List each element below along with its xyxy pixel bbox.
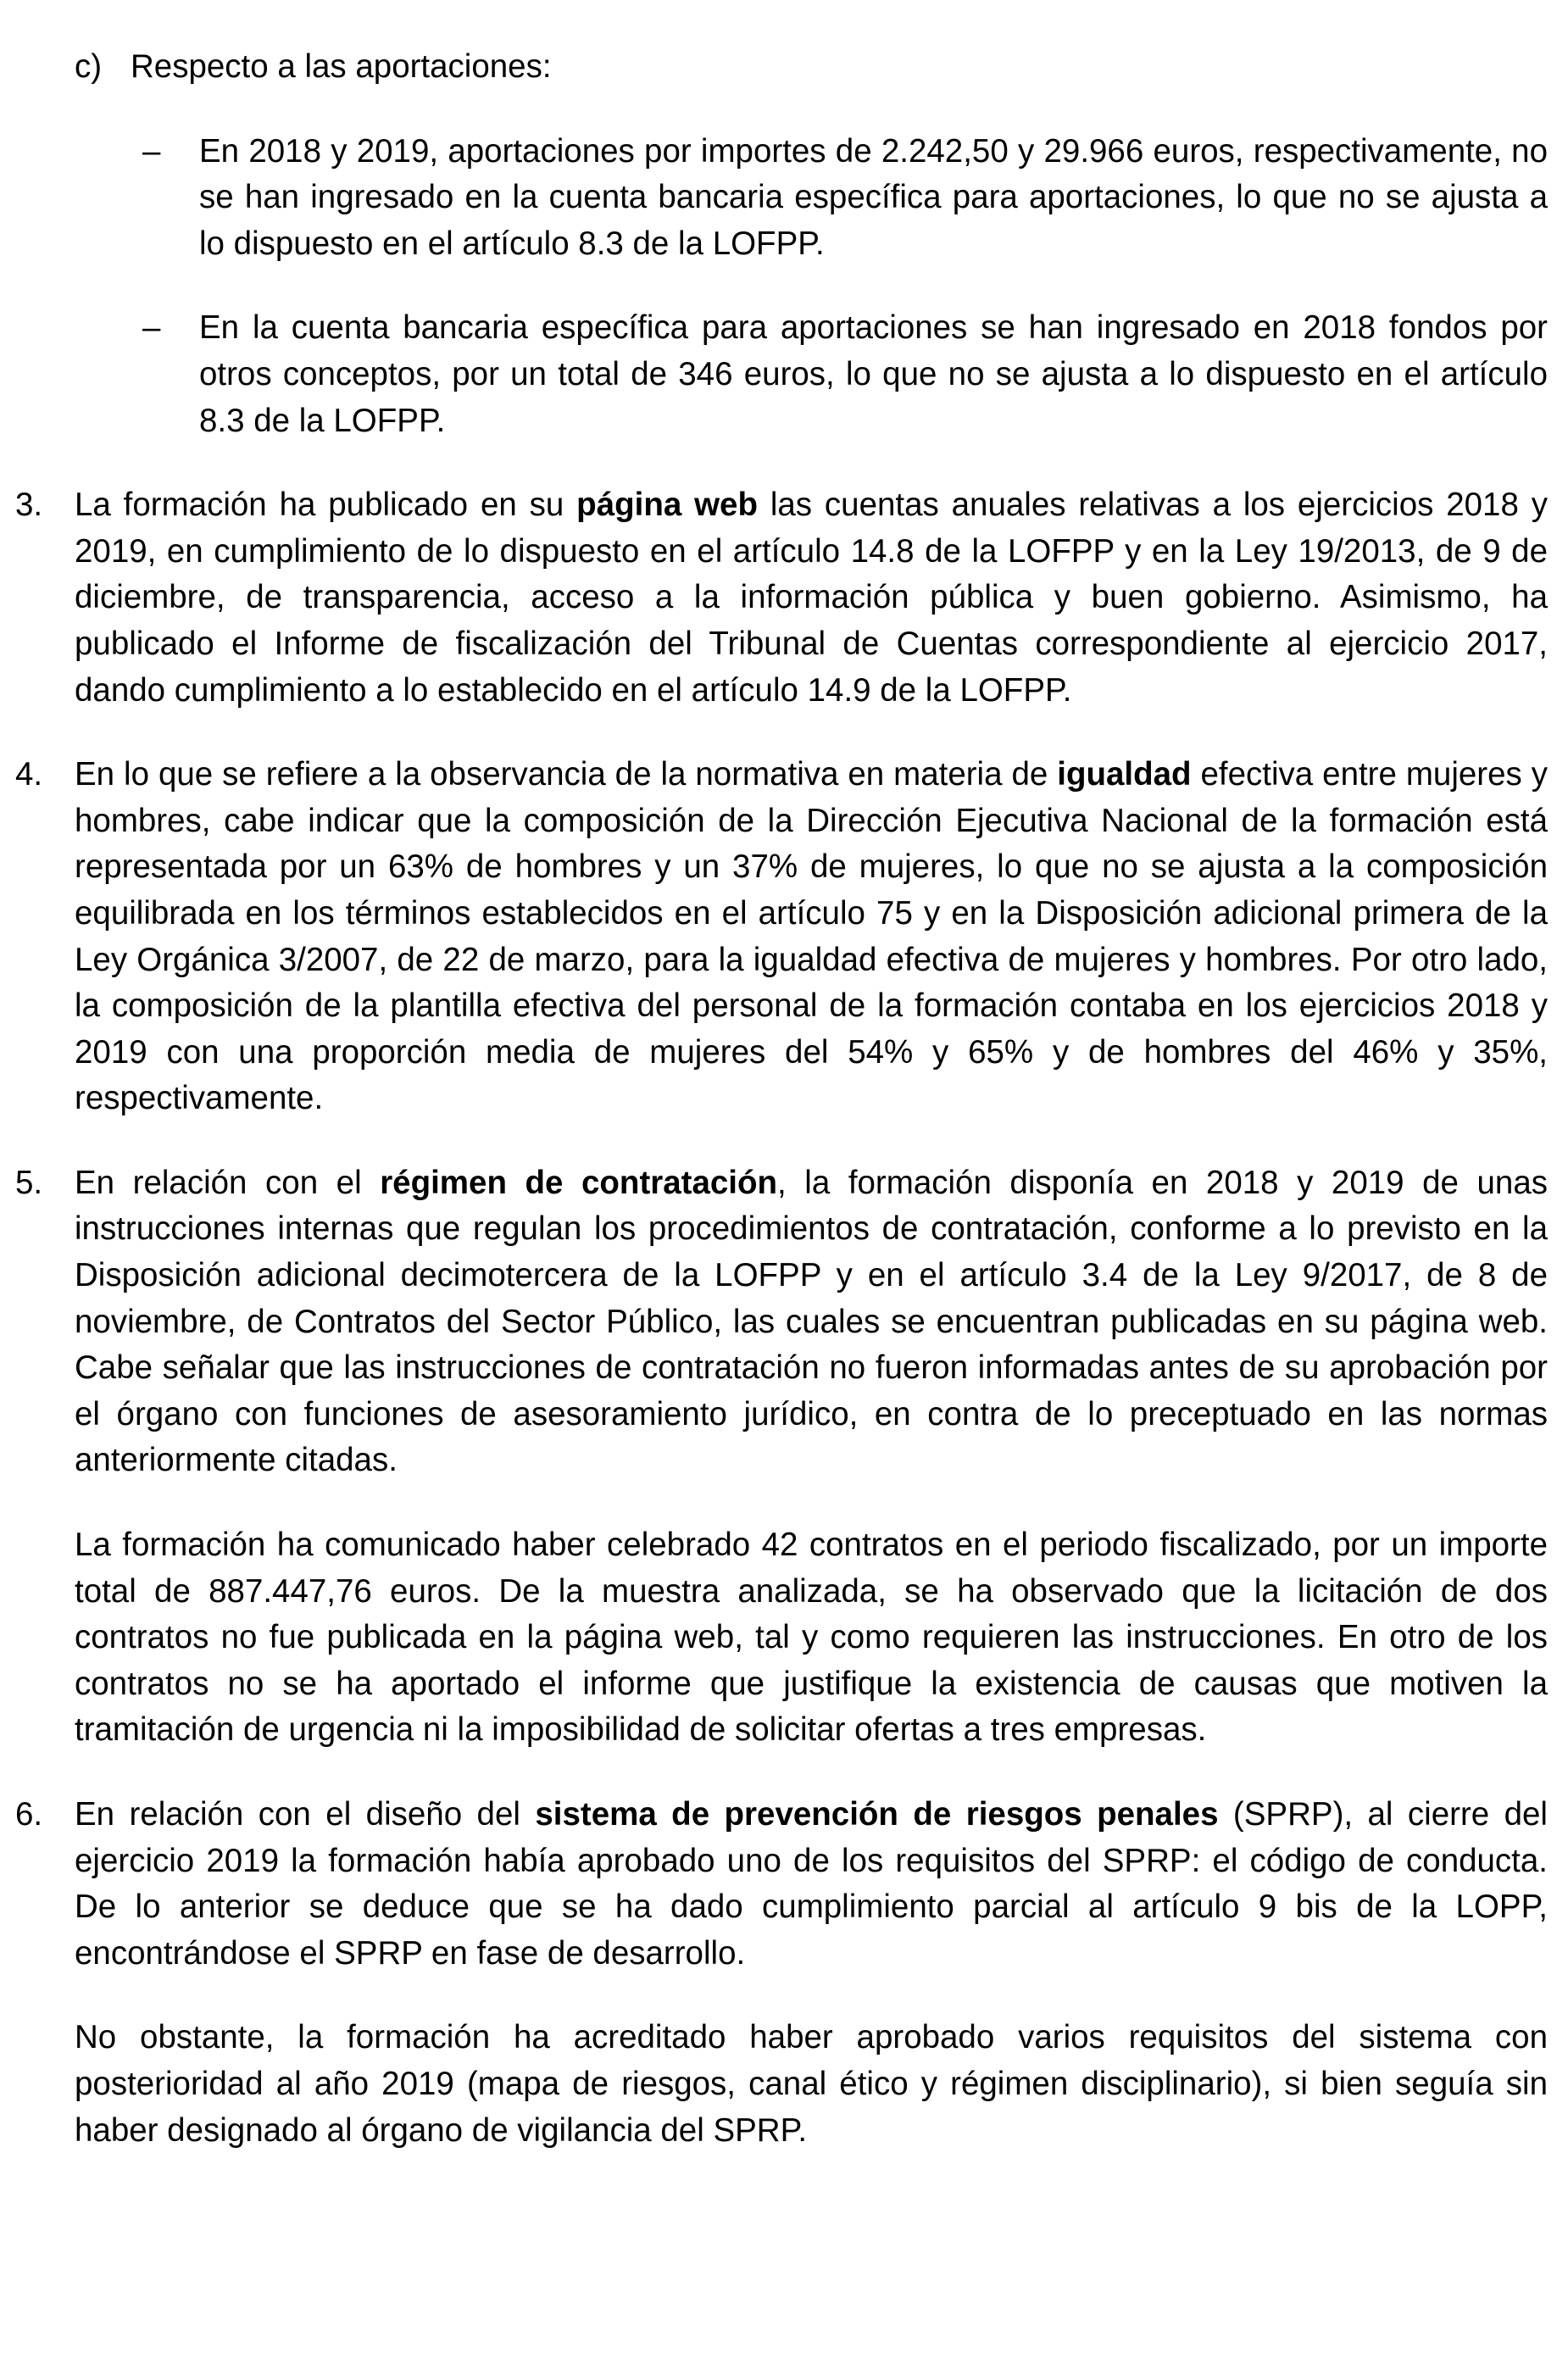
- item-paragraph: [75, 1160, 1548, 1484]
- section-c-bullet-list: [75, 129, 1548, 445]
- item-paragraph-2: No obstante, la formación ha acreditado haber aprobado varios requisitos del sistema con posterioridad al año 2019 (mapa de riesgos, canal ético y régimen disciplinario), si bien seguía sin haber designado al órgano de vigilancia del SPRP.: [75, 2019, 1548, 2149]
- bullet-text: En 2018 y 2019, aportaciones por importes de 2.242,50 y 29.966 euros, respectivamente, no se han ingresado en la cuenta bancaria específica para aportaciones, lo que no se ajusta a lo dispuesto en el artículo 8.3 de la LOFPP.: [199, 132, 1548, 262]
- bullet-text: En la cuenta bancaria específica para aportaciones se han ingresado en 2018 fondos por otros conceptos, por un total de 346 euros, lo que no se ajusta a lo dispuesto en el artículo 8.3 de la LOFPP.: [199, 309, 1548, 439]
- item-paragraph: [75, 482, 1548, 714]
- item-number: 4.: [15, 756, 43, 793]
- numbered-item-3: [15, 482, 1548, 714]
- paragraph-text: las cuentas anuales relativas a los ejercicios 2018 y 2019, en cumplimiento de lo dispuesto en el artículo 14.8 de la LOFPP y en la Ley 19/2013, de 9 de diciembre, de transparencia, acceso a la información pública y buen gobierno. Asimismo, ha publicado el Informe de fiscalización del Tribunal de Cuentas correspondiente al ejercicio 2017, dando cumplimiento a lo establecido en el artículo 14.9 de la LOFPP.: [75, 487, 1548, 709]
- bold-term: igualdad: [1057, 756, 1192, 793]
- bold-term: régimen de contratación: [380, 1164, 778, 1201]
- paragraph-text: efectiva entre mujeres y hombres, cabe indicar que la composición de la Dirección Ejecutiva Nacional de la formación está representada por un 63% de hombres y un 37% de mujeres, lo que no se ajusta a la composición equilibrada en los términos establecidos en el artículo 75 y en la Disposición adicional primera de la Ley Orgánica 3/2007, de 22 de marzo, para la igualdad efectiva de mujeres y hombres. Por otro lado, la composición de la plantilla efectiva del personal de la formación contaba en los ejercicios 2018 y 2019 con una proporción media de mujeres del 54% y 65% y de hombres del 46% y 35%, respectivamente.: [75, 756, 1548, 1117]
- dash-marker: –: [142, 309, 161, 347]
- item-paragraph-2: La formación ha comunicado haber celebrado 42 contratos en el periodo fiscalizado, por un importe total de 887.447,76 euros. De la muestra analizada, se ha observado que la licitación de dos contratos no fue publicada en la página web, tal y como requieren las instrucciones. En otro de los contratos no se ha aportado el informe que justifique la existencia de causas que motiven la tramitación de urgencia ni la imposibilidad de solicitar ofertas a tres empresas.: [75, 1527, 1548, 1749]
- numbered-item-4: [15, 752, 1548, 1122]
- item-number: 6.: [15, 1796, 43, 1833]
- bold-term: página web: [576, 487, 758, 524]
- section-c-marker: c): [75, 48, 103, 85]
- numbered-list: [15, 482, 1548, 2154]
- numbered-item-5: [15, 1160, 1548, 1754]
- paragraph-text: En relación con el diseño del: [75, 1796, 536, 1833]
- paragraph-text: (SPRP), al cierre del ejercicio 2019 la formación había aprobado uno de los requisitos del SPRP: el código de conducta. De lo anterior se deduce que se ha dado cumplimiento parcial al artículo 9 bis de la LOPP, encontrándose el SPRP en fase de desarrollo.: [75, 1796, 1548, 1972]
- document-page: [15, 44, 1548, 2192]
- paragraph-text: La formación ha publicado en su: [75, 487, 577, 524]
- paragraph-text: En lo que se refiere a la observancia de la normativa en materia de: [75, 756, 1058, 793]
- numbered-item-6: [15, 1792, 1548, 2154]
- bold-term: sistema de prevención de riesgos penales: [535, 1796, 1219, 1833]
- dash-marker: –: [142, 132, 161, 170]
- section-c-heading: [75, 44, 1548, 91]
- list-item: [75, 129, 1548, 268]
- list-item: [75, 305, 1548, 444]
- item-paragraph: [75, 752, 1548, 1122]
- item-paragraph: [75, 1792, 1548, 1977]
- section-c-heading-text: Respecto a las aportaciones:: [131, 48, 552, 85]
- item-number: 5.: [15, 1164, 43, 1201]
- paragraph-text: En relación con el: [75, 1164, 381, 1201]
- item-number: 3.: [15, 487, 43, 524]
- paragraph-text: , la formación disponía en 2018 y 2019 de unas instrucciones internas que regulan los procedimientos de contratación, conforme a lo previsto en la Disposición adicional decimotercera de la LOFPP y en el artículo 3.4 de la Ley 9/2017, de 8 de noviembre, de Contratos del Sector Público, las cuales se encuentran publicadas en su página web. Cabe señalar que las instrucciones de contratación no fueron informadas antes de su aprobación por el órgano con funciones de asesoramiento jurídico, en contra de lo preceptuado en las normas anteriormente citadas.: [75, 1164, 1548, 1479]
